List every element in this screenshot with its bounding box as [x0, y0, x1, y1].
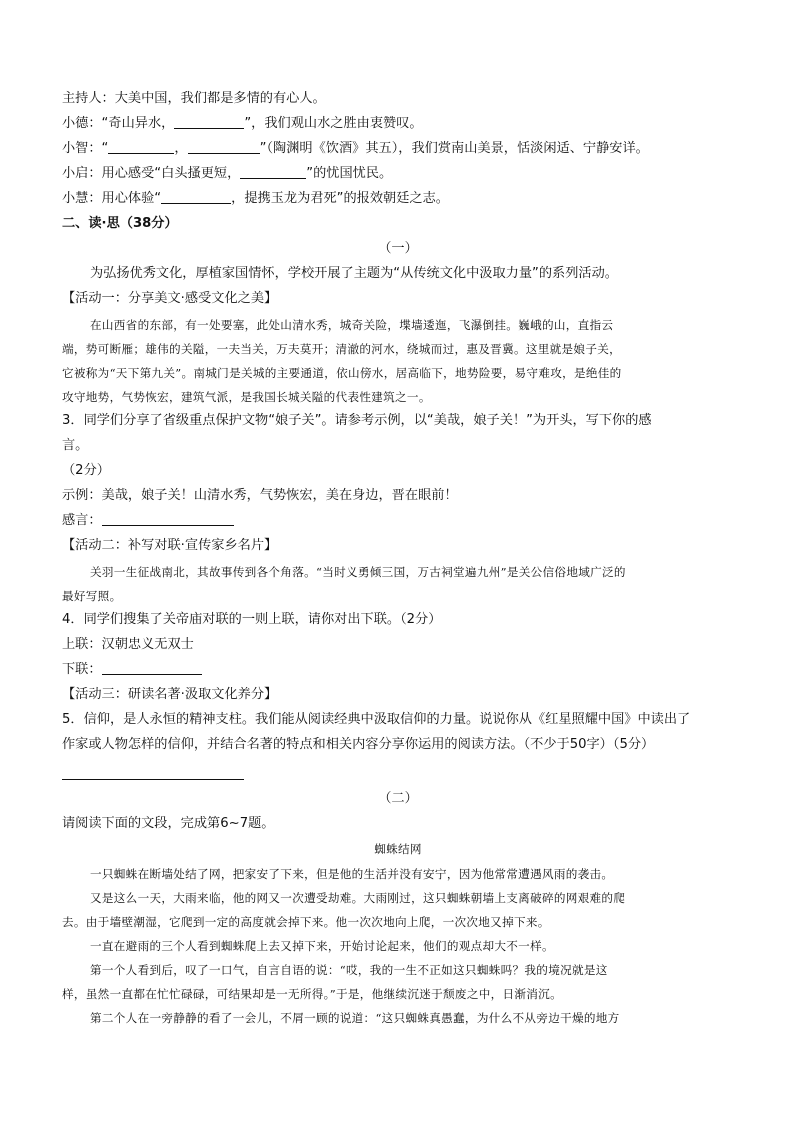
section-heading: 二、读·思（38分） [62, 216, 178, 231]
answer-blank[interactable] [174, 114, 244, 129]
answer-blank[interactable] [161, 189, 231, 204]
activity-1-heading: 【活动一：分享美文·感受文化之美】 [62, 291, 278, 306]
story-title: 蜘蛛结网 [374, 842, 422, 856]
xialian-line: 下联： [62, 659, 202, 681]
story-line: 一直在避雨的三个人看到蜘蛛爬上去又掉下来，开始讨论起来，他们的观点却大不一样。 [90, 939, 554, 953]
story-line: 一只蜘蛛在断墙处结了网，把家安了下来，但是他的生活并没有安宁，因为他常常遭遇风雨的袭击。 [90, 867, 614, 881]
passage-line: 最好写照。 [62, 589, 122, 603]
answer-blank[interactable] [240, 164, 306, 179]
xiaozhi-line: 小智：“ ， ”（陶渊明《饮酒》其五），我们赏南山美景，恬淡闲适、宁静安详。 [62, 141, 649, 156]
passage-line: 关羽一生征战南北，其故事传到各个角落。“当时义勇倾三国，万古祠堂遍九州”是关公信俗地域广泛的 [90, 565, 626, 579]
passage-line: 在山西省的东部，有一处要塞，此处山清水秀，城奇关险，堞墙逶迤，飞瀑倒挂。巍峨的山，直指云 [90, 318, 614, 332]
answer-line[interactable] [62, 778, 244, 780]
story-line: 又是这么一天，大雨来临，他的网又一次遭受劫难。大雨刚过，这只蜘蛛朝墙上支离破碎的网艰难的爬 [90, 891, 626, 905]
xiaoqi-line: 小启：用心感受“白头搔更短， ”的忧国忧民。 [62, 166, 393, 181]
answer-blank[interactable] [108, 139, 174, 154]
answer-blank[interactable] [102, 511, 234, 526]
shanglian-text: 上联：汉朝忠义无双士 [62, 637, 194, 652]
question-3-score: （2分） [62, 463, 110, 478]
activity-2-heading: 【活动二：补写对联·宣传家乡名片】 [62, 538, 278, 553]
question-3-cont: 言。 [62, 438, 89, 453]
xiaode-line: 小德：“奇山异水， ”，我们观山水之胜由衷赞叹。 [62, 116, 423, 131]
question-5: 5．信仰，是人永恒的精神支柱。我们能从阅读经典中汲取信仰的力量。说说你从《红星照耀中国》中读出了 [62, 712, 691, 727]
ganyan-line: 感言： [62, 510, 234, 532]
answer-blank[interactable] [102, 660, 202, 675]
story-line: 第二个人在一旁静静的看了一会儿，不屑一顾的说道：“这只蜘蛛真愚蠢，为什么不从旁边干燥的地方 [90, 1011, 620, 1025]
story-line: 第一个人看到后，叹了一口气，自言自语的说：“哎，我的一生不正如这只蜘蛛吗？我的境况就是这 [90, 963, 608, 977]
reading-prompt: 请阅读下面的文段，完成第6~7题。 [62, 816, 275, 831]
passage-line: 端，势可断雁；雄伟的关隘，一夫当关，万夫莫开；清澈的河水，绕城而过，惠及晋冀。这里就是娘子关， [62, 342, 622, 356]
passage-line: 攻守地势，气势恢宏，建筑气派，是我国长城关隘的代表性建筑之一。 [62, 390, 431, 404]
activity-3-heading: 【活动三：研读名著·汲取文化养分】 [62, 687, 278, 702]
xiaohui-line: 小慧：用心体验“ ，提携玉龙为君死”的报效朝廷之志。 [62, 191, 449, 206]
answer-blank[interactable] [188, 139, 260, 154]
part-heading: （一） [378, 241, 418, 256]
question-3: 3．同学们分享了省级重点保护文物“娘子关”。请参考示例，以“美哉，娘子关！”为开头，写下你的感 [62, 413, 652, 428]
passage-line: 它被称为“天下第九关”。南城门是关城的主要通道，依山傍水，居高临下，地势险要，易守难攻，是绝佳的 [62, 366, 622, 380]
host-line: 主持人：大美中国，我们都是多情的有心人。 [62, 91, 326, 106]
example-text: 示例：美哉，娘子关！山清水秀，气势恢宏，美在身边，晋在眼前！ [62, 488, 458, 503]
question-5-cont: 作家或人物怎样的信仰，并结合名著的特点和相关内容分享你运用的阅读方法。（不少于50字）（5分） [62, 737, 655, 752]
story-line: 去。由于墙壁潮湿，它爬到一定的高度就会掉下来。他一次次地向上爬，一次次地又掉下来。 [62, 915, 550, 929]
question-4: 4．同学们搜集了关帝庙对联的一则上联，请你对出下联。（2分） [62, 612, 442, 627]
intro-text: 为弘扬优秀文化，厚植家国情怀，学校开展了主题为“从传统文化中汲取力量”的系列活动。 [90, 266, 618, 281]
story-line: 样，虽然一直都在忙忙碌碌，可结果却是一无所得。”于是，他继续沉迷于颓废之中，日渐消沉。 [62, 987, 562, 1001]
part-heading: （二） [378, 791, 418, 806]
